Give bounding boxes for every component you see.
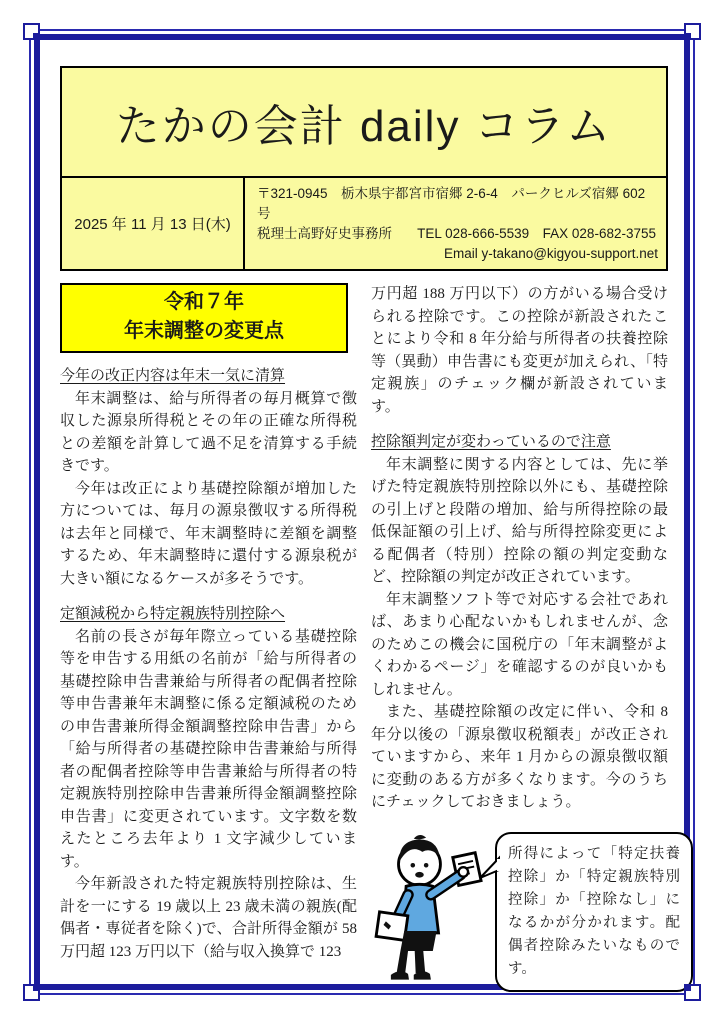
masthead xyxy=(60,66,668,271)
section-heading: 今年の改正内容は年末一気に清算 xyxy=(60,368,286,384)
newsletter-title: たかの会計 daily コラム xyxy=(62,68,666,178)
speech-bubble-wrap xyxy=(495,832,693,992)
office-email: Email y-takano@kigyou-support.net xyxy=(443,246,658,261)
article-title-box xyxy=(60,283,348,353)
page-content xyxy=(60,66,680,999)
section-deduction-judgement xyxy=(371,431,668,814)
border-corner-ornament xyxy=(684,984,701,1001)
speech-bubble-tail xyxy=(478,854,500,884)
masthead-info-row xyxy=(62,178,666,269)
mascot-callout xyxy=(371,830,680,1000)
border-corner-ornament xyxy=(23,984,40,1001)
office-name: 税理士高野好史事務所 xyxy=(257,226,392,241)
left-column xyxy=(60,283,357,999)
article-title-line1: 令和７年 xyxy=(164,291,244,313)
office-address: 〒321-0945 栃木県宇都宮市宿郷 2-6-4 パークヒルズ宿郷 602 号 xyxy=(257,186,646,221)
body-paragraph: 年末調整ソフト等で対応する会社であれば、あまり心配ないかもしれませんが、念のためこの機会に国税庁の「年末調整がよくわかるページ」を確認するのが良いかもしれません。 xyxy=(371,591,668,698)
section-special-relative-deduction xyxy=(60,603,357,963)
right-column xyxy=(371,283,680,999)
body-paragraph: 今年は改正により基礎控除額が増加した方については、毎月の源泉徴収する所得税は去年と同様で、年末調整時に差額を調整するため、年末調整時に還付する源泉税が大きい額になるケースが多そうです。 xyxy=(60,480,357,587)
article-columns xyxy=(60,283,680,999)
mascot-illustration xyxy=(371,830,487,1000)
body-paragraph: 今年新設された特定親族特別控除は、生計を一にする 19 歳以上 23 歳未満の親族(配偶者・専従者を除く)で、合計所得金額が 58 万円超 123 万円以下（給与収入換算で 123 xyxy=(60,876,357,960)
pointing-person-icon xyxy=(371,830,487,992)
office-tel-fax: TEL 028-666-5539 FAX 028-682-3755 xyxy=(417,226,656,241)
body-paragraph: また、基礎控除額の改定に伴い、令和 8 年分以後の「源泉徴収税額表」が改正されていますから、来年 1 月からの源泉徴収額に変動のある方が多くなります。今のうちにチェックしておきましょう。 xyxy=(371,704,668,810)
office-contact-block xyxy=(245,178,666,269)
article-title-line2: 年末調整の変更点 xyxy=(124,320,284,342)
body-paragraph: 年末調整は、給与所得者の毎月概算で徴収した源泉所得税とその年の正確な所得税との差額を計算して過不足を清算する手続きです。 xyxy=(60,390,357,474)
office-name-and-phone xyxy=(257,224,658,244)
speech-bubble: 所得によって「特定扶養控除」か「特定親族特別控除」か「控除なし」になるかが分かれます。配偶者控除みたいなものです。 xyxy=(495,832,693,992)
section-settlement xyxy=(60,365,357,590)
border-corner-ornament xyxy=(684,23,701,40)
body-paragraph: 名前の長さが毎年際立っている基礎控除等を申告する用紙の名前が「給与所得者の基礎控除申告書兼給与所得者の配偶者控除等申告書兼年末調整に係る定額減税のための申告書兼所得金額調整控除申告書」から「給与所得者の基礎控除申告書兼給与所得者の配偶者控除等申告書兼給与所得者の特定親族特別控除申告書兼所得金額調整控除申告書」に変更されています。文字数を数えたところ去年より 1 文字減少しています。 xyxy=(60,628,357,870)
section-heading: 定額減税から特定親族特別控除へ xyxy=(60,606,286,622)
body-paragraph: 年末調整に関する内容としては、先に挙げた特定親族特別控除以外にも、基礎控除の引上げと段階の増加、給与所得控除の最低保証額の引上げ、給与所得控除変更による配偶者（特別）控除の額の判定変動など、控除額の判定が改正されています。 xyxy=(371,456,668,585)
continuation-paragraph: 万円超 188 万円以下）の方がいる場合受けられる控除です。この控除が新設されたことにより令和 8 年分給与所得者の扶養控除等（異動）申告書にも変更が加えられ、「特定親族」のチェック欄が新設されています。 xyxy=(371,286,668,415)
issue-date: 2025 年 11 月 13 日(木) xyxy=(62,178,245,269)
border-corner-ornament xyxy=(23,23,40,40)
section-heading: 控除額判定が変わっているので注意 xyxy=(371,434,611,450)
